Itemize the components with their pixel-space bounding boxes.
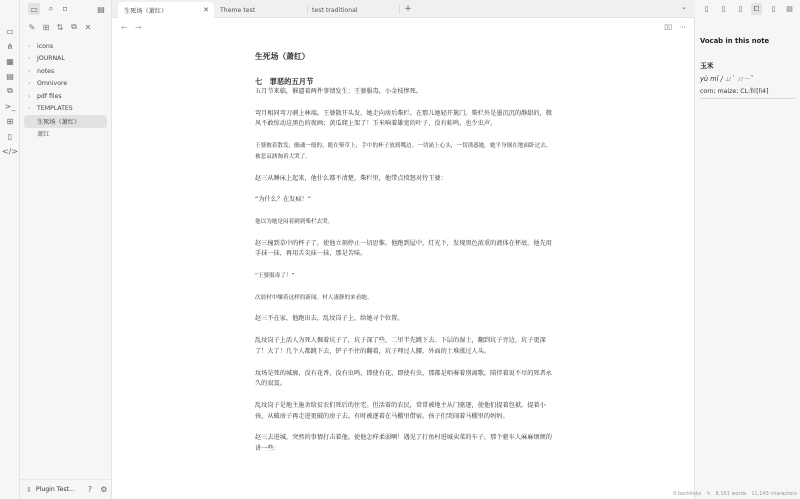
folder-item[interactable] [20, 78, 111, 91]
file-explorer-sidebar [20, 0, 112, 499]
help-icon[interactable]: ? [87, 485, 92, 494]
tab-test-traditional[interactable] [306, 2, 398, 18]
files-icon[interactable]: ▭ [6, 26, 14, 36]
vault-switcher[interactable] [20, 479, 111, 499]
paragraph-gap [255, 422, 553, 433]
paragraph: 赵三撞到草中的杯子了，使他立刻停止一切思惟。他跑到屋中，灯光下，发现黑色浓重的液体在杯底。他先用手抹一抹，再用舌尖抹一抹，那是苦味。 [255, 239, 552, 258]
tree-item-label: pdf files [37, 92, 62, 100]
folder-item[interactable] [20, 65, 111, 78]
right-sidebar [695, 0, 800, 499]
tab-bar [112, 0, 695, 18]
chevron-right-icon: › [28, 92, 31, 100]
paragraph: 五月节来临，催逼着两件事情发生：王婆服毒，小金枝惨死。 [255, 88, 423, 95]
search-icon[interactable]: ⌕ [48, 4, 54, 13]
folder-item[interactable] [20, 40, 111, 53]
paragraph-gap [255, 228, 553, 239]
explorer-actions [20, 20, 111, 34]
chevron-right-icon: › [28, 105, 31, 113]
paragraph: 乱坟岗子是地主施舍给贫农们死后的住宅。但活着的农民，常常被地主从门驱逐，使他们提着包袱，提着小孩，从破房子再走进更破的房子去。有时被逐着在马棚里借宿。孩子们哭闹着马棚里的妈妈。 [255, 401, 546, 420]
paragraph-gap [255, 163, 553, 174]
paragraph-gap [255, 303, 553, 314]
tree-item-label: 萧红 [37, 131, 50, 139]
note-content[interactable] [255, 51, 553, 455]
paragraph: 赵三不在家，他跑出去，乱坟岗子上，给她寻个位置。 [255, 315, 404, 323]
vocab-word[interactable]: 玉米 [700, 62, 714, 70]
outgoing-links-icon[interactable]: ▯ [721, 5, 726, 13]
tree-item-label: Omnivore [37, 80, 68, 88]
file-item[interactable] [24, 115, 107, 128]
template-icon[interactable]: ⊞ [6, 116, 14, 126]
chevron-right-icon: › [28, 67, 31, 75]
settings-gear-icon[interactable]: ⚙ [100, 485, 108, 494]
paragraph: 次晨村中嚷着这样的新闻。村人凄静的来看她。 [255, 294, 373, 301]
paragraphs [255, 87, 553, 455]
tab-active[interactable] [118, 2, 214, 18]
tab-label: Theme test [220, 6, 256, 14]
vault-name: Plugin Test... [35, 486, 75, 493]
close-folders-icon[interactable]: ✕ [84, 22, 92, 32]
chevron-right-icon: › [28, 80, 31, 88]
canvas-icon[interactable]: ▦ [6, 56, 14, 66]
paragraph-gap [255, 260, 553, 271]
backlinks-count[interactable]: 0 backlinks [673, 490, 702, 497]
tags-icon[interactable]: ▯ [738, 5, 743, 13]
vocab-book-icon[interactable]: ⧠ [751, 3, 762, 15]
paragraph: “王婆服毒了！” [255, 273, 295, 280]
paragraph-gap [255, 325, 553, 336]
terminal-icon[interactable]: >_ [4, 101, 16, 111]
paragraph-gap [255, 130, 553, 141]
sidebar-toggle-icon[interactable]: ▤ [97, 4, 105, 14]
graph-icon[interactable]: ⋔ [6, 41, 14, 51]
paragraph: 赵三从睡床上起来，他什么都不清楚，柴栏里，他带点愤怒对待王婆： [255, 174, 447, 182]
tree-item-label: TEMPLATES [37, 105, 73, 113]
collapse-icon[interactable]: ⧉ [71, 22, 77, 31]
vocab-panel-title: Vocab in this note [700, 37, 770, 45]
folder-item[interactable] [20, 90, 111, 103]
editor-pane [112, 18, 695, 499]
paragraph-gap [255, 390, 553, 401]
backlinks-icon[interactable]: ▯ [704, 5, 709, 13]
vocab-definition: corn; maize; CL:粒[lì4] [700, 86, 795, 99]
new-note-icon[interactable]: ✎ [28, 22, 36, 32]
tab-theme-test[interactable] [214, 2, 306, 18]
paragraph: 坟场是死的城廓，没有花香，没有虫鸣，即使有花，即使有虫，那都是唱奏着别离歌，陪伴着说不尽的死者永久的寂寞。 [255, 369, 552, 388]
paragraph: “为什么？在发疯！” [255, 196, 311, 204]
vocab-panel [700, 37, 795, 99]
tree-item-label: icons [37, 42, 54, 50]
tree-item-label: 生死场（萧红） [37, 118, 81, 126]
forward-arrow-icon[interactable]: → [135, 23, 142, 32]
vocab-pinyin: yù mǐ / ㄩˋ ㄇㄧˇ [700, 75, 754, 83]
new-tab-icon[interactable]: + [404, 4, 412, 14]
reading-view-icon[interactable]: ▯▯ [664, 23, 672, 31]
paragraph: 弯月相同弯刀刺上林端。王婆散开头发，她走向房后柴栏。在那儿她轻开篱门。柴栏外是墨沉沉的静甜的，微风不敢惊动这黑色的夜画；黄瓜爬上架了！玉米响着雄宽的叶子，没有蛙鸣，也少虫声。 [255, 109, 552, 128]
book-icon[interactable]: ▯ [7, 131, 13, 141]
tab-label: test traditional [312, 6, 358, 14]
paragraph-gap [255, 206, 553, 217]
new-folder-icon[interactable]: ⊞ [42, 22, 50, 32]
paragraph: 赵三去进城，突然的事情打击着他。使他怎样柔弱啊！遇见了打鱼村进城卖菜的车子，那个驱车人麻麻烦烦的讲一些： [255, 434, 552, 453]
tree-item-label: notes [37, 67, 55, 75]
paragraph-gap [255, 184, 553, 195]
status-bar [660, 488, 800, 499]
file-tree [20, 40, 111, 140]
note-title[interactable]: 生死场（萧红） [255, 52, 310, 61]
back-arrow-icon[interactable]: ← [121, 23, 128, 32]
chevron-right-icon: › [28, 42, 31, 50]
folder-item[interactable] [20, 103, 111, 116]
sort-icon[interactable]: ⇅ [56, 22, 64, 32]
folder-icon[interactable]: ▭ [28, 3, 40, 15]
more-options-icon[interactable]: ⋯ [679, 23, 686, 31]
chevron-right-icon: › [28, 55, 31, 63]
copy-icon[interactable]: ⧉ [7, 86, 13, 95]
chevron-down-icon[interactable]: ⌄ [681, 3, 687, 11]
paragraph-gap [255, 358, 553, 369]
tab-label: 生死场（萧红） [124, 7, 168, 15]
code-icon[interactable]: </> [1, 146, 19, 156]
edit-icon: ✎ [706, 490, 711, 497]
right-sidebar-tabs [695, 3, 800, 15]
calendar-icon[interactable]: ▤ [6, 71, 14, 81]
close-icon[interactable]: ✕ [203, 6, 209, 14]
tab-separator [399, 5, 400, 14]
paragraph: 王婆披着散发，幽魂一般的，跪在柴草上，手中的杯子放到嘴边。一切涌上心头，一切诱惑她。她平身倒在地面卧过去。被悲哀汹淘着大哭了。 [255, 143, 552, 160]
paragraph: 乱坟岗子上活人为死人掘着坑子了，坑子深了些，二里半先跳下去。下层的湿土，翻到坑子旁边，坑子更深了！大了！几个人都跳下去，铲子不住的翻着，坑子埋过人腰。外面的土堆涨过人头。 [255, 337, 546, 355]
sidebar-toggle-icon[interactable]: ▤ [786, 5, 793, 13]
tree-item-label: JOURNAL [37, 55, 65, 63]
word-count: 8,161 words [715, 490, 747, 497]
file-item[interactable] [20, 128, 111, 141]
outline-icon[interactable]: ▯ [771, 5, 776, 13]
character-count: 11,143 characters [751, 490, 797, 497]
left-ribbon [0, 0, 20, 499]
bookmark-icon[interactable]: ⌑ [62, 4, 68, 14]
paragraph: 他以为她是闷着刺到柴栏去哭。 [255, 218, 334, 225]
paragraph-gap [255, 282, 553, 293]
chapter-heading: 七 罪恶的五月节 [255, 77, 314, 86]
vault-chevron-icon: ⇕ [26, 485, 32, 494]
paragraph-gap [255, 98, 553, 109]
folder-item[interactable] [20, 53, 111, 66]
